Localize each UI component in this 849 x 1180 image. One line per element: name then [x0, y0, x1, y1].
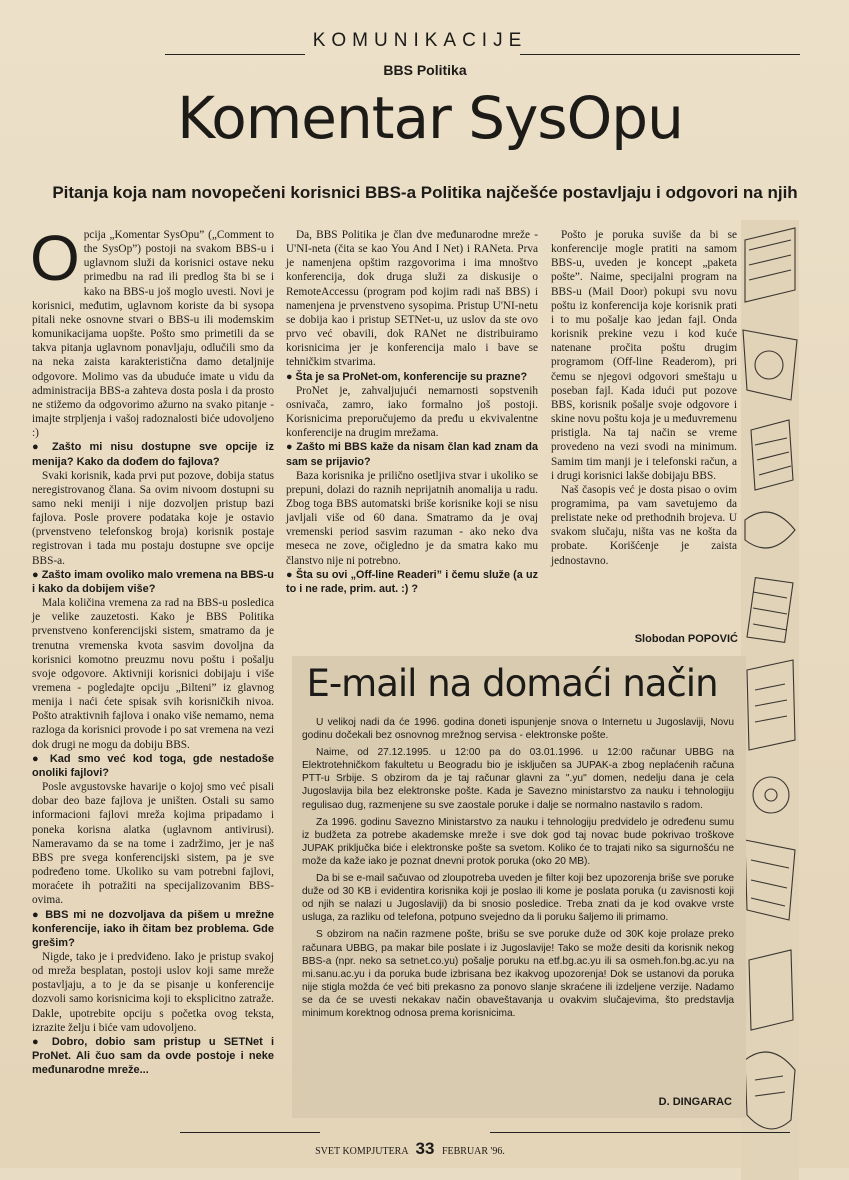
question: ● Zašto imam ovoliko malo vremena na BBS-u i kako da dobijem više?	[32, 568, 274, 596]
footer-rule-right	[490, 1132, 790, 1133]
article-column-2	[286, 228, 538, 596]
article-signature: Slobodan POPOVIĆ	[634, 633, 738, 645]
question: ● BBS mi ne dozvoljava da pišem u mrežne konferencije, iako ih čitam bez problema. Gde grešim?	[32, 908, 274, 950]
sidebar-title: E-mail na domaći način	[306, 662, 718, 705]
article-column-3	[551, 228, 737, 568]
article-title: Komentar SysOpu	[177, 84, 683, 152]
paragraph: pcija „Komentar SysOpu” („Comment to the SysOp”) postoji na svakom BBS-u i uglavnom služi da korisnici ostave neku primedbu na rad ili predlog šta bi se i kako na BBS-u još moglo uvesti. Novi je korisnici, međutim, uglavnom koriste da bi sysopa pitali neke osnovne stvari o BBS-u ili modemskim komunikacijama uopšte. Pošto smo primetili da se takva pitanja uglavnom ponavljaju, odlučili smo da na neka zaista karakteristična damo detaljnije odgovore. Molimo vas da ubuduće imate u vidu da administracija BBS-a zahteva dosta posla i da prosto ne stižemo da odgovorimo ažurno na svako pitanje - imajte strpljenja i vašoj radoznalosti biće udovoljeno :)	[32, 229, 274, 440]
sidebar-paragraph: Da bi se e-mail sačuvao od zloupotreba uveden je filter koji bez upozorenja briše sve poruke duže od 30 KB i evidentira korisnika koji je poslao ili kome je poslata poruka (u zavisnosti koji od njih se nalazi u Jugoslaviji) da bi snosio posledice. Treba znati da je kod ovakve vrste usluga, za razliku od telefona, potpuno svejedno da li poruku šaljemo ili primamo.	[302, 873, 734, 924]
paragraph: Naš časopis već je dosta pisao o ovim programima, pa vam savetujemo da prelistate neke od prethodnih brojeva. U svakom slučaju, ništa vas ne košta da probate. Korišćenje je zaista jednostavno.	[551, 483, 737, 567]
paragraph: Pošto je poruka suviše da bi se konferencije mogle pratiti na samom BBS-u, uveden je koncept „paketa pošte”. Naime, specijalni program na BBS-u (Mail Door) pokupi svu novu poštu iz konferencija koje korisnik prati i to mu pošalje kao jedan fajl. Onda korisnik prekine vezu i kod kuće natenane pročita poštu drugim programom (Off-line Readerom), pri čemu se njegovi odgovori smeštaju u poseban fajl. Kada idući put pozove BBS, korisnik pošalje svoje odgovore i skine novu poštu koja je u međuvremenu pristigla. Na taj način se vreme provedeno na vezi svodi na minimum. Samim tim manji je i telefonski račun, a i drugi korisnici lakše dobijaju BBS.	[551, 229, 737, 482]
article-subtitle: Pitanja koja nam novopečeni korisnici BBS-a Politika najčešće postavljaju i odgovori na njih	[52, 183, 798, 202]
issue-date: FEBRUAR '96.	[441, 1146, 505, 1157]
paragraph: Svaki korisnik, kada prvi put pozove, dobija status neregistrovanog člana. Sa ovim nivoom dostupni su samo neki meniji i nije dozvoljen pristup bazi fajlova. Posle provere podataka koje je ostavio (prvenstveno telefonskog broja) korisnik postaje registrovan i tada mu postaju dostupne sve opcije BBS-a.	[32, 469, 274, 567]
question: ● Šta su ovi „Off-line Readeri” i čemu služe (a uz to i ne rade, prim. aut. :) ?	[286, 568, 538, 596]
section-heading: KOMUNIKACIJE	[312, 30, 528, 51]
decorative-illustration	[741, 220, 799, 1180]
sidebar-paragraph: Naime, od 27.12.1995. u 12:00 pa do 03.01.1996. u 12:00 računar UBBG na Elektrotehničkom fakultetu u Beogradu bio je isključen sa JUPAK-a zbog neplaćenih računa PTT-u Srbije. S obzirom da je taj računar glavni za ".yu" domen, nedelju dana je cela Jugoslavija bila bez elektronske pošte. Kada je Savezno ministarstvo za nauku i tehnologiju regulisao dug, razmenjene su sve zaostale poruke i dalje se normalno nastavilo s radom.	[302, 747, 734, 811]
paragraph: Nigde, tako je i predviđeno. Iako je pristup svakoj od mreža besplatan, postoji uslov koji same mreže postavljaju, a to je da se pisanje u konferencije dozvoli samo korisnicima koji to eksplicitno zatraže. Dakle, upotrebite opciju s početka ovog teksta, izrazite želju i biće vam udovoljeno.	[32, 950, 274, 1034]
sidebar-body	[302, 716, 734, 1024]
sidebar-paragraph: U velikoj nadi da će 1996. godina doneti ispunjenje snova o Internetu u Jugoslaviji, Novu godinu dočekali bez osnovnog mrežnog servisa - elektronske pošte.	[302, 717, 734, 742]
header-rule-right	[520, 54, 800, 55]
magazine-name: SVET KOMPJUTERA	[315, 1146, 409, 1157]
question: ● Zašto mi nisu dostupne sve opcije iz menija? Kako da dođem do fajlova?	[32, 440, 274, 468]
sidebar-paragraph: Za 1996. godinu Savezno Ministarstvo za nauku i tehnologiju predvidelo je određenu sumu iz budžeta za potrebe akademske mreže i sve dok god taj novac bude pokrivao troškove JUPAK priključka biće i elektronske pošte sa svetom. Koliko će to trajati niko sa sigurnošću ne može da kaže iako je poznat dnevni protok poruka (oko 20 MB).	[302, 816, 734, 867]
page-footer	[300, 1139, 520, 1159]
article-column-1	[30, 222, 275, 1077]
question: ● Zašto mi BBS kaže da nisam član kad znam da sam se prijavio?	[286, 440, 538, 468]
sidebar-signature: D. DINGARAC	[658, 1096, 732, 1108]
page-number: 33	[415, 1139, 435, 1158]
question: ● Dobro, dobio sam pristup u SETNet i ProNet. Ali čuo sam da ovde postoje i neke međunarodne mreže...	[32, 1035, 274, 1077]
article-source: BBS Politika	[383, 62, 467, 78]
email-sidebar-box	[292, 656, 746, 1118]
paragraph: Baza korisnika je prilično osetljiva stvar i ukoliko se prepuni, dolazi do raznih neprijatnih anomalija u radu. Zbog toga BBS automatski briše korisnike koji se nisu javljali više od 60 dana. Smatramo da je ovaj vremenski period sasvim razuman - ako neko dva meseca ne zove, očigledno je da smatra kako mu članstvo nije ni potrebno.	[286, 469, 538, 567]
paragraph: ProNet je, zahvaljujući nemarnosti sopstvenih osnivača, zamro, iako formalno još postoji. Korisnicima preporučujemo da pređu u ekvivalentne konferencije na drugim mrežama.	[286, 384, 538, 440]
paragraph: Mala količina vremena za rad na BBS-u posledica je velike zauzetosti. Kako je BBS Politika prvenstveno konferencijski sistem, smatramo da je trenutna vremenska kvota sasvim dovoljna da korisnici komotno preuzmu novu poštu i pošalju svoje odgovore. Aktivniji korisnici dobijaju i više vremena - pogledajte opciju „Bilteni” iz glavnog menija i naći ćete spisak svih korisničkih nivoa. Pošto atraktivnih fajlova i onako više nemamo, nema razloga da korisnici provode i po sat vremena na vezi dok drugi ne mogu da dobiju BBS.	[32, 597, 274, 751]
drop-cap: O	[30, 222, 80, 294]
paragraph: Da, BBS Politika je član dve međunarodne mreže - U'NI-neta (čita se kao You And I Net) i RANeta. Prva je namenjena opštim razgovorima i ima mnoštvo konferencija, dok druga služi za diskusije o RemoteAccessu (program pod kojim radi naš BBS) i namenjena je prvenstveno sysopima. Pristup U'NI-netu se dobija kao i pristup SETNet-u, uz uslov da ste ovo prvo već obavili, dok RANet ne distribuiramo korisnicima jer je konferencija malo i bave se tehničkim stvarima.	[286, 229, 538, 369]
question: ● Šta je sa ProNet-om, konferencije su prazne?	[286, 370, 538, 384]
sidebar-paragraph: S obzirom na način razmene pošte, brišu se sve poruke duže od 30K koje prolaze preko računara UBBG, pa makar bile poslate i iz Jugoslavije! Tako se može desiti da korisnik nekog BBS-a (npr. neko sa setnet.co.yu) pošalje poruku na etf.bg.ac.yu ili sa osmeh.fon.bg.ac.yu na mi.sanu.ac.yu i da poruka bude izbrisana bez ikakvog upozorenja! Dok se ustanovi da poruka nije stigla možda će već biti prekasno za ponovo slanje skraćene ili izdeljene verzije. Nadamo se da će se uvesti nekakav način obaveštavanja u ovakvim slučajevima, što predstavlja minimum korektnog odnosa prema korisnicima.	[302, 929, 734, 1019]
footer-rule-left	[180, 1132, 320, 1133]
question: ● Kad smo već kod toga, gde nestadoše onoliki fajlovi?	[32, 752, 274, 780]
paragraph: Posle avgustovske havarije o kojoj smo već pisali dobar deo baze fajlova je uništen. Ostali su samo informacioni fajlovi mreža kojima pripadamo i poneka korisna alatka (uglavnom antivirusi). Nameravamo da se na tome i zadržimo, jer je naš BBS pre svega konferencijski sistem, pa je sve podređeno tome. Ukoliko su vam potrebni fajlovi, moraćete ih potražiti na specijalizovanim BBS-ovima.	[32, 781, 274, 907]
header-rule-left	[165, 54, 305, 55]
